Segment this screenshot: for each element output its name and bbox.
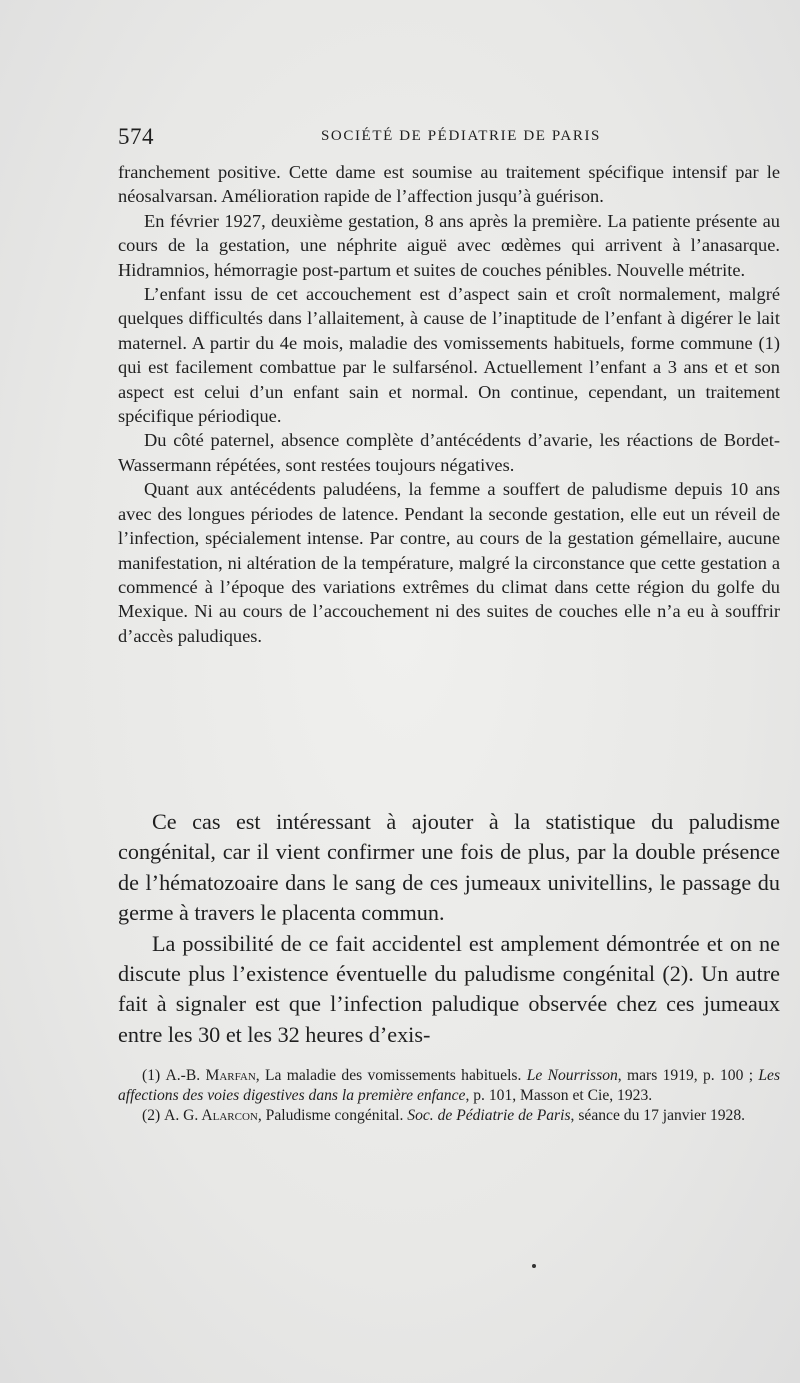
footnote-author: A.-B. Marfan	[165, 1067, 256, 1084]
footnote-text: , Paludisme congénital.	[257, 1107, 408, 1125]
footnote-author: A. G. Alarcon	[164, 1107, 258, 1125]
case-report-text	[118, 160, 780, 648]
footnote-text: , mars 1919, p. 100 ;	[617, 1067, 759, 1084]
journal-title: SOCIÉTÉ DE PÉDIATRIE DE PARIS	[320, 128, 602, 144]
footnote-number: (1)	[142, 1067, 161, 1084]
footnote-journal: Soc. de Pédiatrie de Paris	[407, 1107, 571, 1125]
ink-speck	[532, 1264, 536, 1268]
footnote-text: , La maladie des vomissements habituels.	[255, 1067, 527, 1084]
paragraph-second-gestation: En février 1927, deuxième gestation, 8 ans après la première. La patiente présente au cours de la gestation, une néphrite aiguë avec œdèmes qui arrivent à l’anasarque. Hidramnios, hémorragie post-partum et suites de couches pénibles. Nouvelle métrite.	[118, 210, 780, 280]
paragraph-treatment: franchement positive. Cette dame est soumise au traitement spécifique intensif par le néosalvarsan. Amélioration rapide de l’affection jusqu’à guérison.	[118, 162, 780, 207]
paragraph-congenital-malaria: Ce cas est intéressant à ajouter à la statistique du paludisme congénital, car il vient confirmer une fois de plus, par la double présence de l’hématozoaire dans le sang de ces jumeaux univitellins, le passage du germe à travers le placenta commun.	[118, 809, 780, 926]
paragraph-malaria-history: Quant aux antécédents paludéens, la femme a souffert de paludisme depuis 10 ans avec des longues périodes de latence. Pendant la seconde gestation, elle eut un réveil de l’infection, spécialement intense. Par contre, au cours de la gestation gémellaire, aucune manifestation, ni altération de la température, malgré la circonstance que cette gestation a commencé à l’époque des variations extrêmes du climat dans cette région du golfe du Mexique. Ni au cours de l’accouchement ni des suites de couches elle n’a eu à souffrir d’accès paludiques.	[118, 479, 780, 646]
footnote-2	[118, 1106, 780, 1126]
footnote-book-title: Les affections des voies digestives dans la première enfance	[118, 1067, 781, 1105]
footnote-1	[118, 1066, 780, 1106]
running-header	[118, 124, 780, 150]
discussion-text	[118, 807, 780, 1050]
paragraph-accidental-fact: La possibilité de ce fait accidentel est amplement démontrée et on ne discute plus l’existence éventuelle du paludisme congénital (2). Un autre fait à signaler est que l’infection paludique observée chez ces jumeaux entre les 30 et les 32 heures d’exis-	[118, 930, 780, 1047]
paragraph-paternal-history: Du côté paternel, absence complète d’antécédents d’avarie, les réactions de Bordet-Wassermann répétées, sont restées toujours négatives.	[118, 430, 780, 475]
footnote-number: (2)	[142, 1107, 161, 1125]
page-number: 574	[118, 124, 154, 149]
footnote-text: , p. 101, Masson et Cie, 1923.	[465, 1087, 653, 1105]
paragraph-child-development: L’enfant issu de cet accouchement est d’aspect sain et croît normalement, malgré quelques difficultés dans l’allaitement, à cause de l’inaptitude de l’enfant à digérer le lait maternel. A partir du 4e mois, maladie des vomissements habituels, forme commune (1) qui est facilement combattue par le sulfarsénol. Actuellement l’enfant a 3 ans et et son aspect est celui d’un enfant sain et normal. On continue, cependant, un traitement spécifique périodique.	[118, 284, 780, 427]
footnotes	[118, 1066, 780, 1127]
footnote-journal: Le Nourrisson	[526, 1067, 618, 1084]
footnote-text: , séance du 17 janvier 1928.	[570, 1107, 746, 1125]
